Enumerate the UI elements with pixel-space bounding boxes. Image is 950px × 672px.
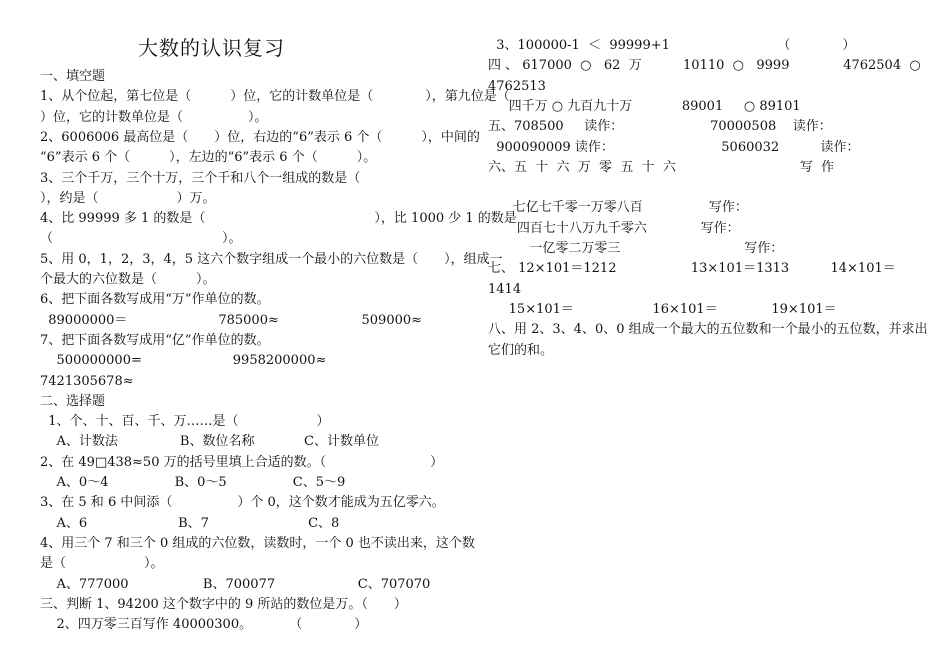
left-line: 2、四万零三百写作 40000300。 （ ） xyxy=(40,617,368,633)
left-line: 是（ ）。 xyxy=(40,556,164,572)
left-line: 3、三个千万，三个十万，三个千和八个一组成的数是（ xyxy=(40,170,361,186)
left-line: 7、把下面各数写成用“亿”作单位的数。 xyxy=(40,332,270,348)
right-line: 一亿零二万零三 写作： xyxy=(488,241,784,256)
right-line: 五、708500 读作： 70000508 读作： xyxy=(488,119,832,135)
right-line: 七、 12×101＝1212 13×101＝1313 14×101＝ xyxy=(488,261,896,277)
left-line: 7421305678≈ xyxy=(40,373,134,389)
left-line: 三、判断 1、94200 这个数字中的 9 所站的数位是万。（ ） xyxy=(40,596,407,612)
left-line: 4、比 99999 多 1 的数是（ ），比 1000 少 1 的数是 xyxy=(40,211,517,227)
right-line: 1414 xyxy=(488,281,522,297)
left-line: A、777000 B、700077 C、707070 xyxy=(40,576,431,592)
left-line: A、0～4 B、0～5 C、5～9 xyxy=(40,475,346,490)
left-line: 1、从个位起，第七位是（ ）位，它的计数单位是（ ），第九位是（ xyxy=(40,89,510,105)
left-line: 6、把下面各数写成用“万”作单位的数。 xyxy=(40,292,270,308)
right-line: 四 、 617000 ○ 62 万 10110 ○ 9999 4762504 ○ xyxy=(488,58,921,74)
left-line: 3、在 5 和 6 中间添（ ）个 0，这个数才能成为五亿零六。 xyxy=(40,495,445,511)
left-line: “6”表示 6 个（ ），左边的“6”表示 6 个（ ）。 xyxy=(40,150,377,166)
right-line: 四百七十八万九千零六 写作： xyxy=(488,220,740,236)
left-line: 个最大的六位数是（ ）。 xyxy=(40,272,216,287)
right-line: 六、五 十 六 万 零 五 十 六 写 作 xyxy=(488,159,835,175)
left-line: 500000000= 9958200000≈ xyxy=(40,353,327,369)
page-title: 大数的认识复习 xyxy=(138,36,285,60)
right-line: 七亿七千零一万零八百 写作： xyxy=(488,200,748,216)
left-line: 1、个、十、百、千、万……是（ ） xyxy=(40,414,330,430)
left-line: 89000000＝ 785000≈ 509000≈ xyxy=(40,312,423,328)
right-line: 3、100000-1 ＜ 99999+1 （ ） xyxy=(488,38,856,53)
right-line: 四千万 ○ 九百九十万 89001 ○ 89101 xyxy=(488,98,801,114)
left-line: 4、用三个 7 和三个 0 组成的六位数，读数时，一个 0 也不读出来，这个数 xyxy=(40,535,475,551)
right-line: 它们的和。 xyxy=(488,342,554,358)
left-line: 2、在 49□438≈50 万的括号里填上合适的数。（ ） xyxy=(40,454,444,470)
left-line: 2、6006006 最高位是（ ）位，右边的“6”表示 6 个（ ），中间的 xyxy=(40,129,480,145)
right-line: 900090009 读作： 5060032 读作： xyxy=(488,139,860,155)
left-line: 一、填空题 xyxy=(40,69,106,84)
left-line: ）位，它的计数单位是（ ）。 xyxy=(40,109,268,125)
left-line: （ ）。 xyxy=(40,231,242,247)
left-line: ），约是（ ）万。 xyxy=(40,190,216,206)
left-line: 二、选择题 xyxy=(40,393,106,409)
right-line: 八、用 2、3、4、0、0 组成一个最大的五位数和一个最小的五位数，并求出 xyxy=(488,322,928,338)
right-line: 15×101＝ 16×101＝ 19×101＝ xyxy=(488,301,837,317)
right-line: 4762513 xyxy=(488,78,546,94)
left-line: A、计数法 B、数位名称 C、计数单位 xyxy=(40,434,379,450)
left-line: 5、用 0，1，2，3，4，5 这六个数字组成一个最小的六位数是（ ），组成一 xyxy=(40,251,503,267)
left-line: A、6 B、7 C、8 xyxy=(40,515,340,531)
